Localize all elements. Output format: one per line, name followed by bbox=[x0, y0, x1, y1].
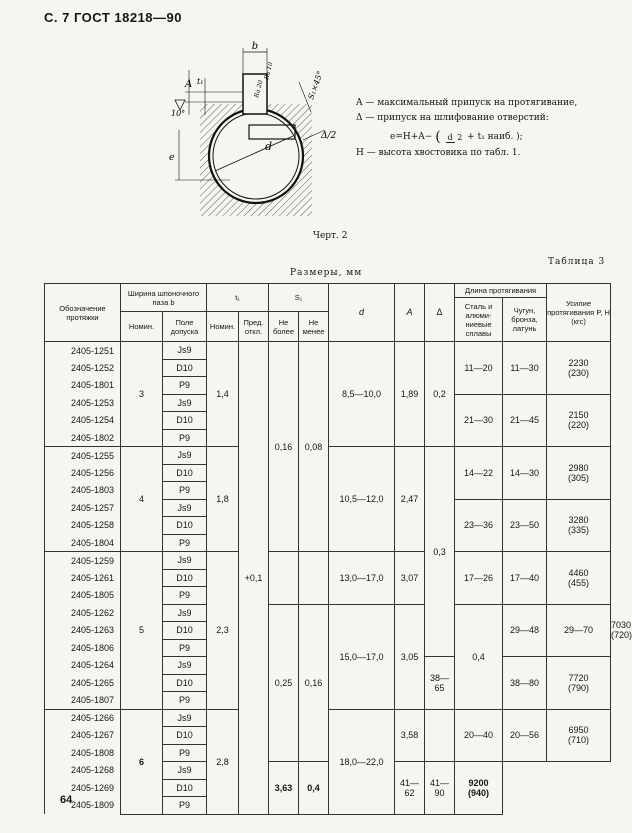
a-value: 2,47 bbox=[395, 447, 425, 552]
force-n: 6950 bbox=[568, 725, 589, 736]
label-e: e bbox=[169, 153, 175, 163]
col-d: d bbox=[329, 284, 395, 342]
len-steel: 38—65 bbox=[425, 657, 455, 710]
force-n: 2230 bbox=[568, 357, 589, 368]
col-length: Длина протягивания bbox=[455, 284, 547, 298]
a-value: 3,63 bbox=[269, 762, 299, 815]
force-kgs: (790) bbox=[568, 682, 590, 693]
row-code: 2405-1804 bbox=[45, 534, 121, 552]
force bbox=[547, 342, 611, 395]
label-delta: Δ/2 bbox=[321, 131, 337, 141]
s1-min: 0,08 bbox=[299, 342, 329, 552]
tolerance: Js9 bbox=[163, 447, 207, 465]
formula-left: e=H+A− bbox=[390, 132, 433, 142]
force-kgs: (230) bbox=[568, 367, 590, 378]
col-s1: S₁ bbox=[269, 284, 329, 312]
tolerance: P9 bbox=[163, 429, 207, 447]
len-steel: 20—40 bbox=[455, 709, 503, 762]
force-n: 4460 bbox=[568, 567, 589, 578]
tolerance: Js9 bbox=[163, 342, 207, 360]
len-iron: 23—50 bbox=[503, 499, 547, 552]
len-steel: 14—22 bbox=[455, 447, 503, 500]
s1-max: 0,16 bbox=[269, 342, 299, 552]
force bbox=[547, 394, 611, 447]
row-code: 2405-1806 bbox=[45, 639, 121, 657]
tolerance: P9 bbox=[163, 482, 207, 500]
row-code: 2405-1255 bbox=[45, 447, 121, 465]
force-kgs: (220) bbox=[568, 420, 590, 431]
len-iron: 38—80 bbox=[503, 657, 547, 710]
legend-line-a: A — максимальный припуск на протягивание, bbox=[356, 98, 578, 108]
s1-min: 0,16 bbox=[299, 604, 329, 762]
legend-line-delta: Δ — припуск на шлифование отверстий: bbox=[356, 113, 549, 123]
force-n: 9200 bbox=[468, 777, 489, 788]
tolerance: D10 bbox=[163, 569, 207, 587]
len-iron: 29—70 bbox=[547, 604, 611, 657]
force-kgs: (710) bbox=[568, 735, 590, 746]
len-iron: 41—90 bbox=[425, 762, 455, 815]
col-designation: Обозначение протяжки bbox=[45, 284, 121, 342]
table-row: 2405-1262 Js9 0,25 0,16 15,0—17,0 3,05 0,4 29—48 29—70 7030 (720) bbox=[45, 604, 611, 622]
row-code: 2405-1807 bbox=[45, 692, 121, 710]
force-kgs: (335) bbox=[568, 525, 590, 536]
label-angle: 10° bbox=[171, 109, 186, 118]
formula-den: 2 bbox=[457, 133, 463, 142]
len-iron: 20—56 bbox=[503, 709, 547, 762]
d-range: 10,5—12,0 bbox=[329, 447, 395, 552]
label-s1: S₁×45° bbox=[306, 69, 325, 101]
d-range: 8,5—10,0 bbox=[329, 342, 395, 447]
row-code: 2405-1264 bbox=[45, 657, 121, 675]
formula-num: d bbox=[447, 132, 453, 142]
table-title: Таблица 3 bbox=[548, 257, 606, 267]
row-code: 2405-1252 bbox=[45, 359, 121, 377]
delta-value: 0,4 bbox=[299, 762, 329, 815]
force bbox=[455, 762, 503, 815]
a-value: 1,89 bbox=[395, 342, 425, 447]
tolerance: P9 bbox=[163, 692, 207, 710]
force bbox=[547, 552, 611, 605]
a-value: 3,07 bbox=[395, 552, 425, 605]
col-t1: t₁ bbox=[207, 284, 269, 312]
force-kgs: (940) bbox=[468, 787, 490, 798]
row-code: 2405-1801 bbox=[45, 377, 121, 395]
data-table bbox=[44, 283, 632, 815]
label-d: d bbox=[265, 140, 273, 153]
force bbox=[547, 709, 611, 762]
width-nominal: 6 bbox=[121, 709, 163, 814]
tolerance: D10 bbox=[163, 622, 207, 640]
tolerance: D10 bbox=[163, 674, 207, 692]
tolerance: Js9 bbox=[163, 499, 207, 517]
tolerance: Js9 bbox=[163, 709, 207, 727]
force bbox=[547, 499, 611, 552]
len-steel: 21—30 bbox=[455, 394, 503, 447]
len-iron: 17—40 bbox=[503, 552, 547, 605]
tolerance: P9 bbox=[163, 587, 207, 605]
formula-right: + t₁ наиб. ); bbox=[467, 132, 523, 142]
force-kgs: (305) bbox=[568, 472, 590, 483]
tolerance: P9 bbox=[163, 377, 207, 395]
force-n: 2150 bbox=[568, 410, 589, 421]
force bbox=[547, 447, 611, 500]
width-nominal: 4 bbox=[121, 447, 163, 552]
t1-nominal: 2,8 bbox=[207, 709, 239, 814]
col-s1-min: Не менее bbox=[299, 312, 329, 342]
force-n: 3280 bbox=[568, 515, 589, 526]
row-code: 2405-1267 bbox=[45, 727, 121, 745]
row-code: 2405-1258 bbox=[45, 517, 121, 535]
row-code: 2405-1261 bbox=[45, 569, 121, 587]
tolerance: D10 bbox=[163, 517, 207, 535]
row-code: 2405-1809 bbox=[45, 797, 121, 815]
t1-deviation: +0,1 bbox=[239, 342, 269, 815]
row-code: 2405-1254 bbox=[45, 412, 121, 430]
row-code: 2405-1251 bbox=[45, 342, 121, 360]
force-n: 7720 bbox=[568, 672, 589, 683]
row-code: 2405-1262 bbox=[45, 604, 121, 622]
delta-value: 0,3 bbox=[425, 447, 455, 657]
label-rough1: Ra 20 bbox=[253, 79, 265, 99]
page-header: С. 7 ГОСТ 18218—90 bbox=[44, 10, 182, 25]
force bbox=[547, 657, 611, 710]
tolerance: P9 bbox=[163, 639, 207, 657]
col-width-tol: Поле допуска bbox=[163, 312, 207, 342]
t1-nominal: 1,8 bbox=[207, 447, 239, 552]
col-t1-dev: Пред. откл. bbox=[239, 312, 269, 342]
legend-line-h: H — высота хвостовика по табл. 1. bbox=[356, 148, 521, 158]
force-n: 2980 bbox=[568, 462, 589, 473]
row-code: 2405-1266 bbox=[45, 709, 121, 727]
col-delta: Δ bbox=[425, 284, 455, 342]
t1-nominal: 2,3 bbox=[207, 552, 239, 710]
tolerance: Js9 bbox=[163, 657, 207, 675]
d-range: 18,0—22,0 bbox=[329, 709, 395, 814]
tolerance: D10 bbox=[163, 779, 207, 797]
tolerance: Js9 bbox=[163, 552, 207, 570]
row-code: 2405-1265 bbox=[45, 674, 121, 692]
col-len-iron: Чугун, бронза, латунь bbox=[503, 298, 547, 342]
tolerance: P9 bbox=[163, 744, 207, 762]
len-iron: 11—30 bbox=[503, 342, 547, 395]
label-b: b bbox=[251, 41, 259, 52]
force-kgs: (455) bbox=[568, 577, 590, 588]
label-a: A bbox=[185, 79, 193, 90]
row-code: 2405-1805 bbox=[45, 587, 121, 605]
row-code: 2405-1269 bbox=[45, 779, 121, 797]
tolerance: Js9 bbox=[163, 762, 207, 780]
tolerance: D10 bbox=[163, 727, 207, 745]
bore-circle bbox=[209, 109, 303, 203]
row-code: 2405-1256 bbox=[45, 464, 121, 482]
formula: e=H+A− ( d 2 + t₁ наиб. ); bbox=[390, 129, 523, 145]
tolerance: P9 bbox=[163, 797, 207, 815]
col-width-nom: Номин. bbox=[121, 312, 163, 342]
table-row bbox=[45, 342, 611, 360]
len-iron: 21—45 bbox=[503, 394, 547, 447]
legend bbox=[356, 96, 618, 161]
width-nominal: 5 bbox=[121, 552, 163, 710]
row-code: 2405-1803 bbox=[45, 482, 121, 500]
row-code: 2405-1263 bbox=[45, 622, 121, 640]
tolerance: D10 bbox=[163, 359, 207, 377]
label-t1: t₁ bbox=[197, 77, 204, 86]
a-value: 3,58 bbox=[395, 709, 425, 762]
a-value: 3,05 bbox=[395, 604, 425, 709]
col-s1-max: Не более bbox=[269, 312, 299, 342]
len-steel: 29—48 bbox=[503, 604, 547, 657]
row-code: 2405-1253 bbox=[45, 394, 121, 412]
width-nominal: 3 bbox=[121, 342, 163, 447]
tolerance: P9 bbox=[163, 534, 207, 552]
row-code: 2405-1802 bbox=[45, 429, 121, 447]
s1-max: 0,25 bbox=[269, 604, 299, 762]
col-len-steel: Сталь и алюми-ниевые сплавы bbox=[455, 298, 503, 342]
tolerance: Js9 bbox=[163, 394, 207, 412]
t1-nominal: 1,4 bbox=[207, 342, 239, 447]
s1-min-blank bbox=[299, 552, 329, 605]
table-row bbox=[45, 552, 611, 570]
sizes-label: Размеры, мм bbox=[290, 268, 363, 278]
label-rough2: Ra 10 bbox=[263, 61, 275, 81]
tolerance: D10 bbox=[163, 412, 207, 430]
figure-caption: Черт. 2 bbox=[313, 231, 348, 241]
page-number: 64 bbox=[60, 794, 73, 806]
col-a: A bbox=[395, 284, 425, 342]
len-iron: 14—30 bbox=[503, 447, 547, 500]
row-code: 2405-1268 bbox=[45, 762, 121, 780]
len-steel: 11—20 bbox=[455, 342, 503, 395]
len-steel: 17—26 bbox=[455, 552, 503, 605]
formula-fraction bbox=[446, 133, 463, 143]
len-steel: 41—62 bbox=[395, 762, 425, 815]
tolerance: D10 bbox=[163, 464, 207, 482]
delta-blank bbox=[425, 709, 455, 762]
row-code: 2405-1808 bbox=[45, 744, 121, 762]
col-force: Усилие протягивания P, Н (кгс) bbox=[547, 284, 611, 342]
keyway-drawing bbox=[165, 40, 350, 225]
s1-max-blank bbox=[269, 552, 299, 605]
tolerance: Js9 bbox=[163, 604, 207, 622]
len-steel: 23—36 bbox=[455, 499, 503, 552]
delta-value: 0,4 bbox=[455, 604, 503, 709]
d-range: 13,0—17,0 bbox=[329, 552, 395, 605]
row-code: 2405-1257 bbox=[45, 499, 121, 517]
row-code: 2405-1259 bbox=[45, 552, 121, 570]
d-range: 15,0—17,0 bbox=[329, 604, 395, 709]
delta-value: 0,2 bbox=[425, 342, 455, 447]
col-t1-nom: Номин. bbox=[207, 312, 239, 342]
col-width: Ширина шпоночного паза b bbox=[121, 284, 207, 312]
